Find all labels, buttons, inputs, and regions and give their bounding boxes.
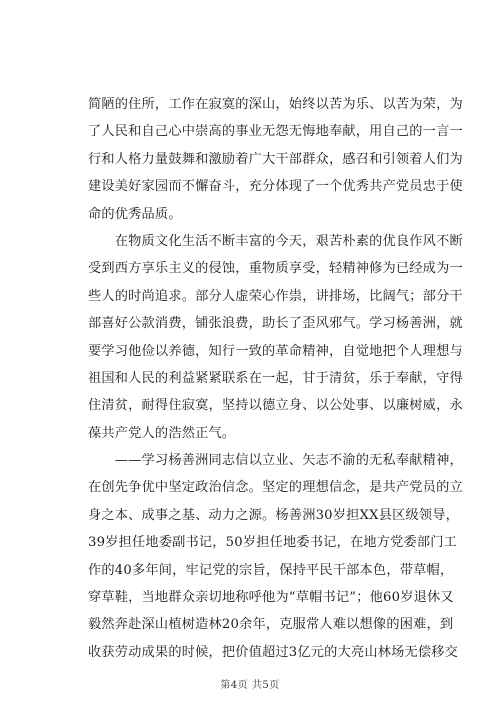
text-line: 行和人格力量鼓舞和激励着广大干部群众，感召和引领着人们为 xyxy=(88,151,463,167)
text-line: 部喜好公款消费，铺张浪费，助长了歪风邪气。学习杨善洲，就 xyxy=(88,316,463,332)
text-line: 葆共产党人的浩然正气。 xyxy=(88,425,236,441)
text-line: 39岁担任地委副书记，50岁担任地委书记，在地方党委部门工 xyxy=(88,535,458,551)
text-line: 住清贫，耐得住寂寞，坚持以德立身、以公处事、以廉树威，永 xyxy=(88,398,463,414)
text-line: 在创先争优中坚定政治信念。坚定的理想信念，是共产党员的立 xyxy=(88,480,463,496)
text-line: 了人民和自己心中崇高的事业无怨无悔地奉献，用自己的一言一 xyxy=(88,124,463,140)
text-line: 作的40多年间，牢记党的宗旨，保持平民干部本色，带草帽， xyxy=(88,562,454,578)
text-line: 些人的时尚追求。部分人虚荣心作祟，讲排场，比阔气；部分干 xyxy=(88,288,463,304)
body-text xyxy=(88,91,463,666)
text-line: 收获劳动成果的时候，把价值超过3亿元的大亮山林场无偿移交 xyxy=(88,644,459,660)
text-line: 命的优秀品质。 xyxy=(88,206,182,222)
text-line: 穿草鞋，当地群众亲切地称呼他为“草帽书记”；他60岁退休又 xyxy=(88,590,454,606)
text-line: 简陋的住所，工作在寂寞的深山，始终以苦为乐、以苦为荣，为 xyxy=(88,97,463,112)
page-footer: 第4页 共5页 xyxy=(220,680,280,691)
text-line: 毅然奔赴深山植树造林20余年，克服常人难以想像的困难，到 xyxy=(88,617,454,633)
text-line: ——学习杨善洲同志信以立业、矢志不渝的无私奉献精神， xyxy=(88,453,463,469)
text-line: 身之本、成事之基、动力之源。杨善洲30岁担XX县区级领导， xyxy=(88,507,460,523)
text-line: 祖国和人民的利益紧紧联系在一起，甘于清贫，乐于奉献，守得 xyxy=(88,370,463,386)
text-line: 受到西方享乐主义的侵蚀，重物质享受，轻精神修为已经成为一 xyxy=(88,261,463,277)
text-line: 要学习他俭以养德，知行一致的革命精神，自觉地把个人理想与 xyxy=(88,343,463,359)
text-line: 建设美好家园而不懈奋斗，充分体现了一个优秀共产党员忠于使 xyxy=(88,179,463,195)
text-line: 在物质文化生活不断丰富的今天，艰苦朴素的优良作风不断 xyxy=(88,233,463,249)
